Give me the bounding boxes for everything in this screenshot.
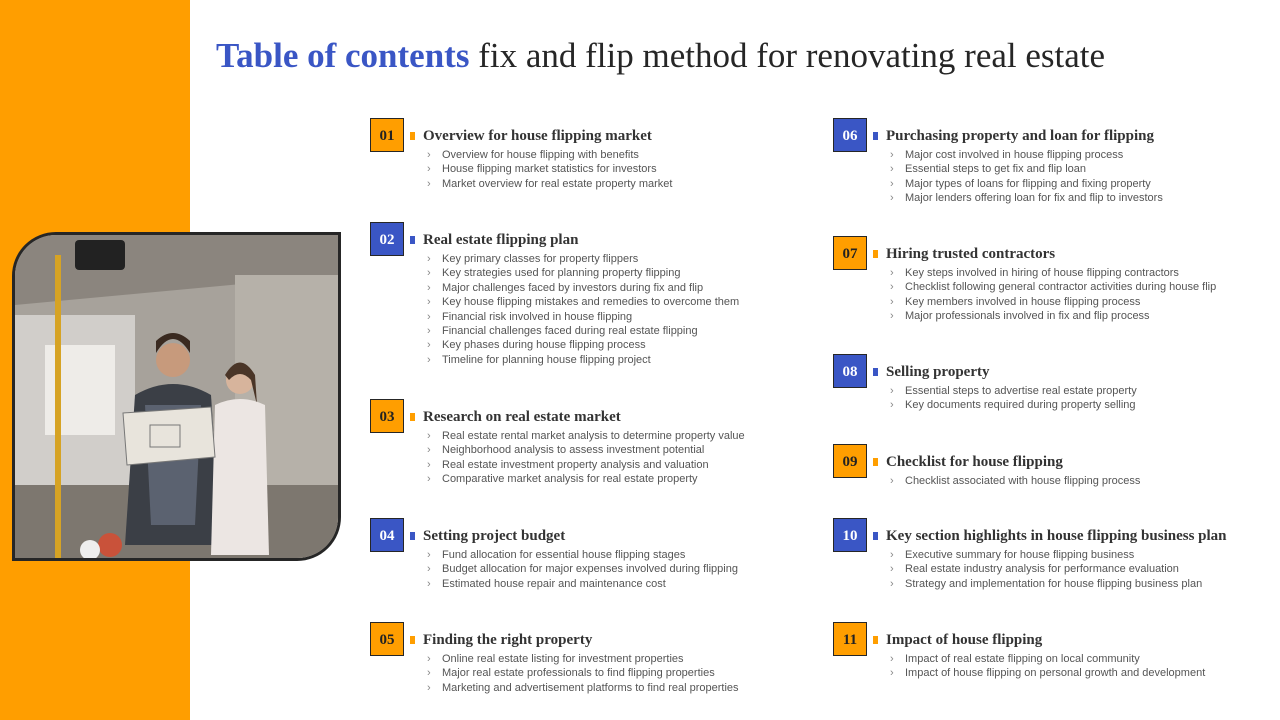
bullet-text: Overview for house flipping with benefits xyxy=(442,149,639,161)
section-title: Setting project budget xyxy=(423,528,566,544)
chevron-right-icon: › xyxy=(890,177,894,190)
bullet-item xyxy=(890,266,1216,280)
chevron-right-icon: › xyxy=(890,149,894,161)
bullet-item xyxy=(427,310,739,324)
chevron-right-icon: › xyxy=(427,353,431,366)
bullet-item xyxy=(427,252,739,266)
bullet-text: Timeline for planning house flipping project xyxy=(442,353,651,366)
connector-tick xyxy=(410,413,415,421)
title-rest: fix and flip method for renovating real estate xyxy=(478,36,1106,75)
chevron-right-icon: › xyxy=(890,310,894,323)
bullet-list xyxy=(890,384,1137,413)
chevron-right-icon: › xyxy=(890,577,894,590)
section-title: Real estate flipping plan xyxy=(423,232,579,248)
section-title: Research on real estate market xyxy=(423,409,621,425)
bullet-text: Essential steps to get fix and flip loan xyxy=(905,163,1086,176)
number-badge xyxy=(833,354,867,388)
bullet-item xyxy=(427,148,672,162)
number-label: 03 xyxy=(371,400,403,432)
bullet-text: House flipping market statistics for investors xyxy=(442,163,657,176)
bullet-item xyxy=(427,577,738,591)
bullet-list xyxy=(890,148,1163,206)
chevron-right-icon: › xyxy=(890,549,894,561)
bullet-item xyxy=(427,266,739,280)
bullet-item xyxy=(427,295,739,309)
bullet-item xyxy=(890,666,1205,680)
number-label: 06 xyxy=(834,119,866,151)
number-label: 11 xyxy=(834,623,866,655)
section-title: Hiring trusted contractors xyxy=(886,246,1056,262)
bullet-text: Checklist following general contractor activities during house flip xyxy=(905,281,1217,294)
chevron-right-icon: › xyxy=(427,149,431,161)
chevron-right-icon: › xyxy=(890,163,894,176)
number-label: 08 xyxy=(834,355,866,387)
number-badge xyxy=(370,518,404,552)
bullet-item xyxy=(890,191,1163,205)
chevron-right-icon: › xyxy=(890,653,894,665)
number-badge xyxy=(370,222,404,256)
bullet-item xyxy=(427,548,738,562)
bullet-item xyxy=(427,162,672,176)
section-title: Checklist for house flipping xyxy=(886,454,1063,470)
connector-tick xyxy=(873,250,878,258)
bullet-text: Major professionals involved in fix and flip process xyxy=(905,310,1150,323)
bullet-item xyxy=(427,177,672,191)
bullet-text: Market overview for real estate property market xyxy=(442,177,673,190)
chevron-right-icon: › xyxy=(890,267,894,279)
chevron-right-icon: › xyxy=(890,563,894,576)
bullet-item xyxy=(890,398,1137,412)
bullet-text: Fund allocation for essential house flipping stages xyxy=(442,549,686,561)
bullet-text: Real estate industry analysis for performance evaluation xyxy=(905,563,1179,576)
bullet-text: Key primary classes for property flippers xyxy=(442,253,639,265)
bullet-text: Financial risk involved in house flipping xyxy=(442,310,633,323)
bullet-item xyxy=(427,652,739,666)
chevron-right-icon: › xyxy=(427,473,431,486)
chevron-right-icon: › xyxy=(427,430,431,442)
bullet-list xyxy=(890,548,1202,591)
bullet-text: Budget allocation for major expenses involved during flipping xyxy=(442,563,738,576)
bullet-item xyxy=(427,338,739,352)
bullet-list xyxy=(890,266,1216,324)
bullet-item xyxy=(427,458,745,472)
bullet-item xyxy=(890,148,1163,162)
chevron-right-icon: › xyxy=(427,310,431,323)
connector-tick xyxy=(410,532,415,540)
bullet-item xyxy=(890,548,1202,562)
bullet-text: Key strategies used for planning property flipping xyxy=(442,267,681,280)
connector-tick xyxy=(410,236,415,244)
bullet-text: Estimated house repair and maintenance cost xyxy=(442,577,666,590)
bullet-text: Impact of real estate flipping on local community xyxy=(905,653,1140,665)
chevron-right-icon: › xyxy=(890,295,894,308)
chevron-right-icon: › xyxy=(890,399,894,412)
chevron-right-icon: › xyxy=(427,339,431,352)
bullet-text: Major cost involved in house flipping process xyxy=(905,149,1124,161)
chevron-right-icon: › xyxy=(427,267,431,280)
bullet-item xyxy=(427,443,745,457)
connector-tick xyxy=(873,636,878,644)
bullet-list xyxy=(427,148,672,191)
chevron-right-icon: › xyxy=(427,253,431,265)
bullet-list xyxy=(890,474,1140,488)
connector-tick xyxy=(410,132,415,140)
bullet-text: Executive summary for house flipping business xyxy=(905,549,1135,561)
bullet-list xyxy=(427,252,739,367)
chevron-right-icon: › xyxy=(890,192,894,205)
section-title: Key section highlights in house flipping business plan xyxy=(886,528,1227,544)
bullet-item xyxy=(427,666,739,680)
bullet-text: Comparative market analysis for real estate property xyxy=(442,473,698,486)
chevron-right-icon: › xyxy=(427,163,431,176)
bullet-text: Essential steps to advertise real estate property xyxy=(905,385,1137,397)
chevron-right-icon: › xyxy=(427,563,431,576)
bullet-item xyxy=(427,324,739,338)
bullet-text: Major challenges faced by investors during fix and flip xyxy=(442,281,704,294)
bullet-item xyxy=(427,472,745,486)
chevron-right-icon: › xyxy=(427,653,431,665)
bullet-item xyxy=(890,652,1205,666)
bullet-text: Online real estate listing for investment properties xyxy=(442,653,684,665)
page-title xyxy=(216,36,1105,76)
bullet-item xyxy=(890,309,1216,323)
people-reviewing-blueprint-photo xyxy=(12,232,341,561)
bullet-text: Financial challenges faced during real estate flipping xyxy=(442,325,698,338)
bullet-text: Major lenders offering loan for fix and flip to investors xyxy=(905,192,1163,205)
bullet-text: Key phases during house flipping process xyxy=(442,339,646,352)
bullet-text: Key documents required during property selling xyxy=(905,399,1136,412)
number-badge xyxy=(833,118,867,152)
chevron-right-icon: › xyxy=(427,177,431,190)
connector-tick xyxy=(873,532,878,540)
chevron-right-icon: › xyxy=(427,296,431,309)
chevron-right-icon: › xyxy=(890,385,894,397)
bullet-list xyxy=(427,652,739,695)
chevron-right-icon: › xyxy=(427,458,431,471)
number-label: 01 xyxy=(371,119,403,151)
title-accent: Table of contents xyxy=(216,36,470,75)
bullet-item xyxy=(427,281,739,295)
number-badge xyxy=(833,236,867,270)
number-badge xyxy=(370,118,404,152)
bullet-item xyxy=(427,681,739,695)
bullet-item xyxy=(890,177,1163,191)
number-badge xyxy=(833,518,867,552)
bullet-text: Impact of house flipping on personal growth and development xyxy=(905,667,1206,680)
bullet-item xyxy=(427,562,738,576)
bullet-text: Neighborhood analysis to assess investment potential xyxy=(442,444,705,457)
bullet-item xyxy=(890,295,1216,309)
bullet-item xyxy=(890,162,1163,176)
chevron-right-icon: › xyxy=(890,281,894,294)
number-badge xyxy=(833,622,867,656)
bullet-text: Major types of loans for flipping and fixing property xyxy=(905,177,1151,190)
chevron-right-icon: › xyxy=(427,444,431,457)
number-badge xyxy=(370,622,404,656)
bullet-item xyxy=(427,429,745,443)
bullet-list xyxy=(427,548,738,591)
bullet-text: Key members involved in house flipping process xyxy=(905,295,1141,308)
section-title: Impact of house flipping xyxy=(886,632,1043,648)
connector-tick xyxy=(873,132,878,140)
chevron-right-icon: › xyxy=(427,667,431,680)
connector-tick xyxy=(410,636,415,644)
section-title: Selling property xyxy=(886,364,990,380)
bullet-text: Marketing and advertisement platforms to find real properties xyxy=(442,681,739,694)
number-badge xyxy=(370,399,404,433)
section-title: Overview for house flipping market xyxy=(423,128,652,144)
bullet-item xyxy=(890,384,1137,398)
bullet-item xyxy=(427,353,739,367)
number-badge xyxy=(833,444,867,478)
bullet-text: Strategy and implementation for house flipping business plan xyxy=(905,577,1203,590)
number-label: 09 xyxy=(834,445,866,477)
chevron-right-icon: › xyxy=(427,281,431,294)
chevron-right-icon: › xyxy=(890,667,894,680)
bullet-text: Key house flipping mistakes and remedies to overcome them xyxy=(442,296,740,309)
number-label: 02 xyxy=(371,223,403,255)
number-label: 10 xyxy=(834,519,866,551)
chevron-right-icon: › xyxy=(427,325,431,338)
number-label: 04 xyxy=(371,519,403,551)
section-title: Finding the right property xyxy=(423,632,593,648)
number-label: 05 xyxy=(371,623,403,655)
bullet-text: Major real estate professionals to find flipping properties xyxy=(442,667,715,680)
chevron-right-icon: › xyxy=(427,577,431,590)
chevron-right-icon: › xyxy=(890,475,894,487)
bullet-item xyxy=(890,280,1216,294)
bullet-item xyxy=(890,562,1202,576)
connector-tick xyxy=(873,458,878,466)
bullet-text: Checklist associated with house flipping process xyxy=(905,475,1141,487)
number-label: 07 xyxy=(834,237,866,269)
bullet-text: Key steps involved in hiring of house flipping contractors xyxy=(905,267,1179,279)
bullet-item xyxy=(890,577,1202,591)
connector-tick xyxy=(873,368,878,376)
bullet-list xyxy=(890,652,1205,681)
section-title: Purchasing property and loan for flipping xyxy=(886,128,1154,144)
bullet-text: Real estate rental market analysis to determine property value xyxy=(442,430,745,442)
bullet-text: Real estate investment property analysis and valuation xyxy=(442,458,709,471)
chevron-right-icon: › xyxy=(427,549,431,561)
chevron-right-icon: › xyxy=(427,681,431,694)
bullet-list xyxy=(427,429,745,487)
bullet-item xyxy=(890,474,1140,488)
